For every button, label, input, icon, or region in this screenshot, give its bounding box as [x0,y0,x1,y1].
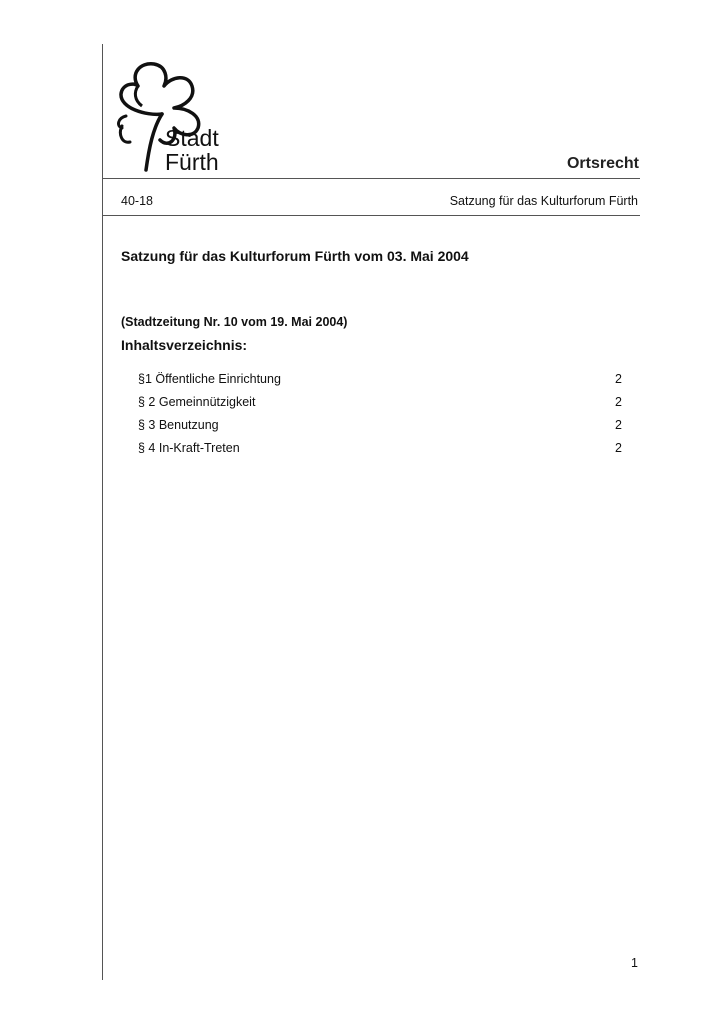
section-label: Ortsrecht [566,155,639,172]
toc-entry-label: § 2 Gemeinnützigkeit [138,395,256,409]
toc-entry[interactable] [138,394,622,417]
header-rule-top [102,178,640,179]
document-number: 40-18 [121,194,153,208]
toc-entry-page: 2 [615,395,622,409]
page-number: 1 [631,956,638,970]
toc-entry-page: 2 [615,418,622,432]
toc-entry-page: 2 [615,372,622,386]
toc-entry[interactable] [138,440,622,463]
stadt-fuerth-logo [112,56,224,176]
margin-line [102,44,103,980]
toc-entry[interactable] [138,417,622,440]
toc-entry-label: § 3 Benutzung [138,418,219,432]
toc-entry-label: § 4 In-Kraft-Treten [138,441,240,455]
publication-reference: (Stadtzeitung Nr. 10 vom 19. Mai 2004) [121,315,348,329]
header-short-title: Satzung für das Kulturforum Fürth [449,194,638,208]
header-rule-bottom [102,215,640,216]
toc-entry-label: §1 Öffentliche Einrichtung [138,372,281,386]
table-of-contents [138,371,622,463]
toc-entry[interactable] [138,371,622,394]
toc-heading: Inhaltsverzeichnis: [121,337,248,353]
logo-text-stadt: Stadt [165,125,219,151]
logo-text-fuerth: Fürth [165,149,219,175]
toc-entry-page: 2 [615,441,622,455]
clover-leaf-icon [112,56,224,176]
document-title: Satzung für das Kulturforum Fürth vom 03. Mai 2004 [121,248,469,264]
